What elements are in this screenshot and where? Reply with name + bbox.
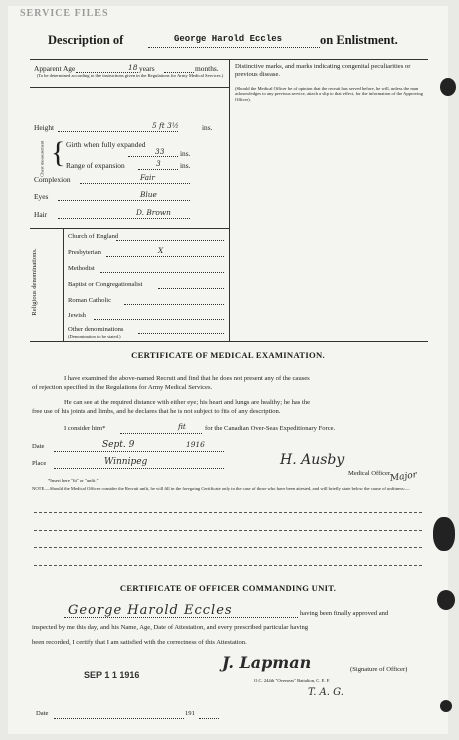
commanding-date-label: Date bbox=[36, 710, 49, 717]
battalion-label: O.C. 244th "Overseas" Battalion, C. E. F. bbox=[254, 678, 331, 683]
religion-baptist: Baptist or Congregationalist bbox=[68, 281, 143, 288]
complexion-value: Fair bbox=[140, 173, 155, 182]
commanding-year-prefix: 191 bbox=[185, 710, 195, 717]
date-stamp: SEP 1 1 1916 bbox=[84, 670, 140, 680]
height-value: 5 ft 3½ bbox=[152, 121, 179, 130]
consider-value: fit bbox=[178, 422, 186, 431]
binding-hole-lower bbox=[437, 590, 455, 610]
eyes-value: Blue bbox=[140, 190, 157, 199]
medical-para2-rest: free use of his joints and limbs, and he declares that he is not subject to fits of any description. bbox=[32, 408, 281, 415]
officer-initials: T. A. G. bbox=[308, 687, 344, 698]
consider-label: I consider him* bbox=[64, 425, 106, 432]
year-value: 1916 bbox=[186, 440, 205, 449]
height-unit: ins. bbox=[202, 123, 213, 132]
binding-hole-middle bbox=[433, 517, 455, 551]
medical-officer-rank: Major bbox=[389, 470, 418, 484]
medical-para2-indent: He can see at the required distance with either eye; his heart and lungs are healthy; he has the bbox=[64, 399, 311, 406]
religion-jewish: Jewish bbox=[68, 312, 86, 319]
title-right: on Enlistment. bbox=[320, 33, 398, 47]
commanding-heading: CERTIFICATE OF OFFICER COMMANDING UNIT. bbox=[119, 583, 337, 593]
girth-unit: ins. bbox=[180, 149, 191, 158]
eyes-label: Eyes bbox=[34, 192, 49, 201]
chest-brace: { bbox=[51, 136, 66, 169]
months-label: months. bbox=[195, 64, 219, 73]
insert-note: *Insert here "fit" or "unfit." bbox=[48, 478, 99, 483]
medical-para1-rest: of rejection specified in the Regulations for Army Medical Services. bbox=[32, 384, 213, 391]
hair-label: Hair bbox=[34, 210, 48, 219]
apparent-age-value: 18 bbox=[128, 63, 138, 72]
height-label: Height bbox=[34, 123, 55, 132]
girth-value: 33 bbox=[155, 147, 165, 156]
recruit-name: George Harold Eccles bbox=[174, 34, 283, 44]
girth-label: Girth when fully expanded bbox=[66, 140, 146, 149]
religion-other: Other denominations bbox=[68, 326, 124, 333]
presbyterian-mark: X bbox=[158, 246, 164, 255]
expansion-value: 3 bbox=[156, 159, 161, 168]
commanding-line1-rest: having been finally approved and bbox=[300, 610, 389, 617]
hair-value: D. Brown bbox=[136, 208, 171, 217]
date-label: Date bbox=[32, 443, 45, 450]
place-label: Place bbox=[32, 460, 47, 467]
medical-heading: CERTIFICATE OF MEDICAL EXAMINATION. bbox=[131, 350, 325, 360]
enlistment-form-page bbox=[8, 6, 448, 734]
date-value: Sept. 9 bbox=[102, 440, 135, 450]
religion-methodist: Methodist bbox=[68, 265, 95, 272]
age-note: (To be determined according to the instructions given in the Regulations for Army Medical Services.) bbox=[36, 73, 224, 78]
years-unit: years bbox=[139, 64, 155, 73]
religion-side-label: Religious denominations. bbox=[31, 248, 38, 316]
medical-officer-signature: H. Ausby bbox=[280, 452, 345, 468]
faded-stamp: SERVICE FILES bbox=[20, 8, 109, 19]
expansion-unit: ins. bbox=[180, 161, 191, 170]
commanding-officer-signature: J. Lapman bbox=[222, 653, 312, 672]
ink-blot-bottom bbox=[440, 700, 452, 712]
religion-roman-catholic: Roman Catholic bbox=[68, 297, 112, 304]
commanding-line2: inspected by me this day, and his Name, Age, Date of Attestation, and every prescribed particular having bbox=[32, 624, 309, 631]
religion-other-note: (Denomination to be stated.) bbox=[68, 334, 121, 339]
complexion-label: Complexion bbox=[34, 175, 71, 184]
marks-heading: Distinctive marks, and marks indicating congenital peculiarities or previous disease. bbox=[235, 63, 411, 78]
medical-officer-label: Medical Officer. bbox=[348, 470, 392, 477]
religion-presbyterian: Presbyterian bbox=[68, 249, 101, 256]
consider-rest: for the Canadian Over-Seas Expeditionary Force. bbox=[205, 425, 336, 432]
apparent-age-label: Apparent Age bbox=[34, 64, 76, 73]
expansion-label: Range of expansion bbox=[66, 161, 125, 170]
commanding-name-value: George Harold Eccles bbox=[68, 603, 233, 618]
marks-note: (Should the Medical Officer be of opinion that the recruit has served before, he will, unless the man acknowledges to any previous service, attach a slip to that effect, for the information of the Approving Officer). bbox=[235, 86, 423, 102]
chest-side-label: Chest measurement bbox=[39, 140, 45, 177]
signature-of-officer-label: (Signature of Officer) bbox=[350, 666, 408, 673]
commanding-line3: been recorded, I certify that I am satisfied with the correctness of this Attestation. bbox=[32, 639, 247, 646]
medical-para1-indent: I have examined the above-named Recruit and find that he does not present any of the causes bbox=[64, 375, 310, 382]
religion-church-of-england: Church of England bbox=[68, 233, 119, 240]
medical-note: NOTE.—Should the Medical Officer consider the Recruit unfit, he will fill in the foregoing Certificate only in the case of those who have been attested, and will briefly state below the cause of unfitness:— bbox=[32, 486, 410, 491]
binding-hole-top bbox=[440, 78, 456, 96]
place-value: Winnipeg bbox=[104, 457, 148, 467]
title-left: Description of bbox=[48, 33, 124, 47]
